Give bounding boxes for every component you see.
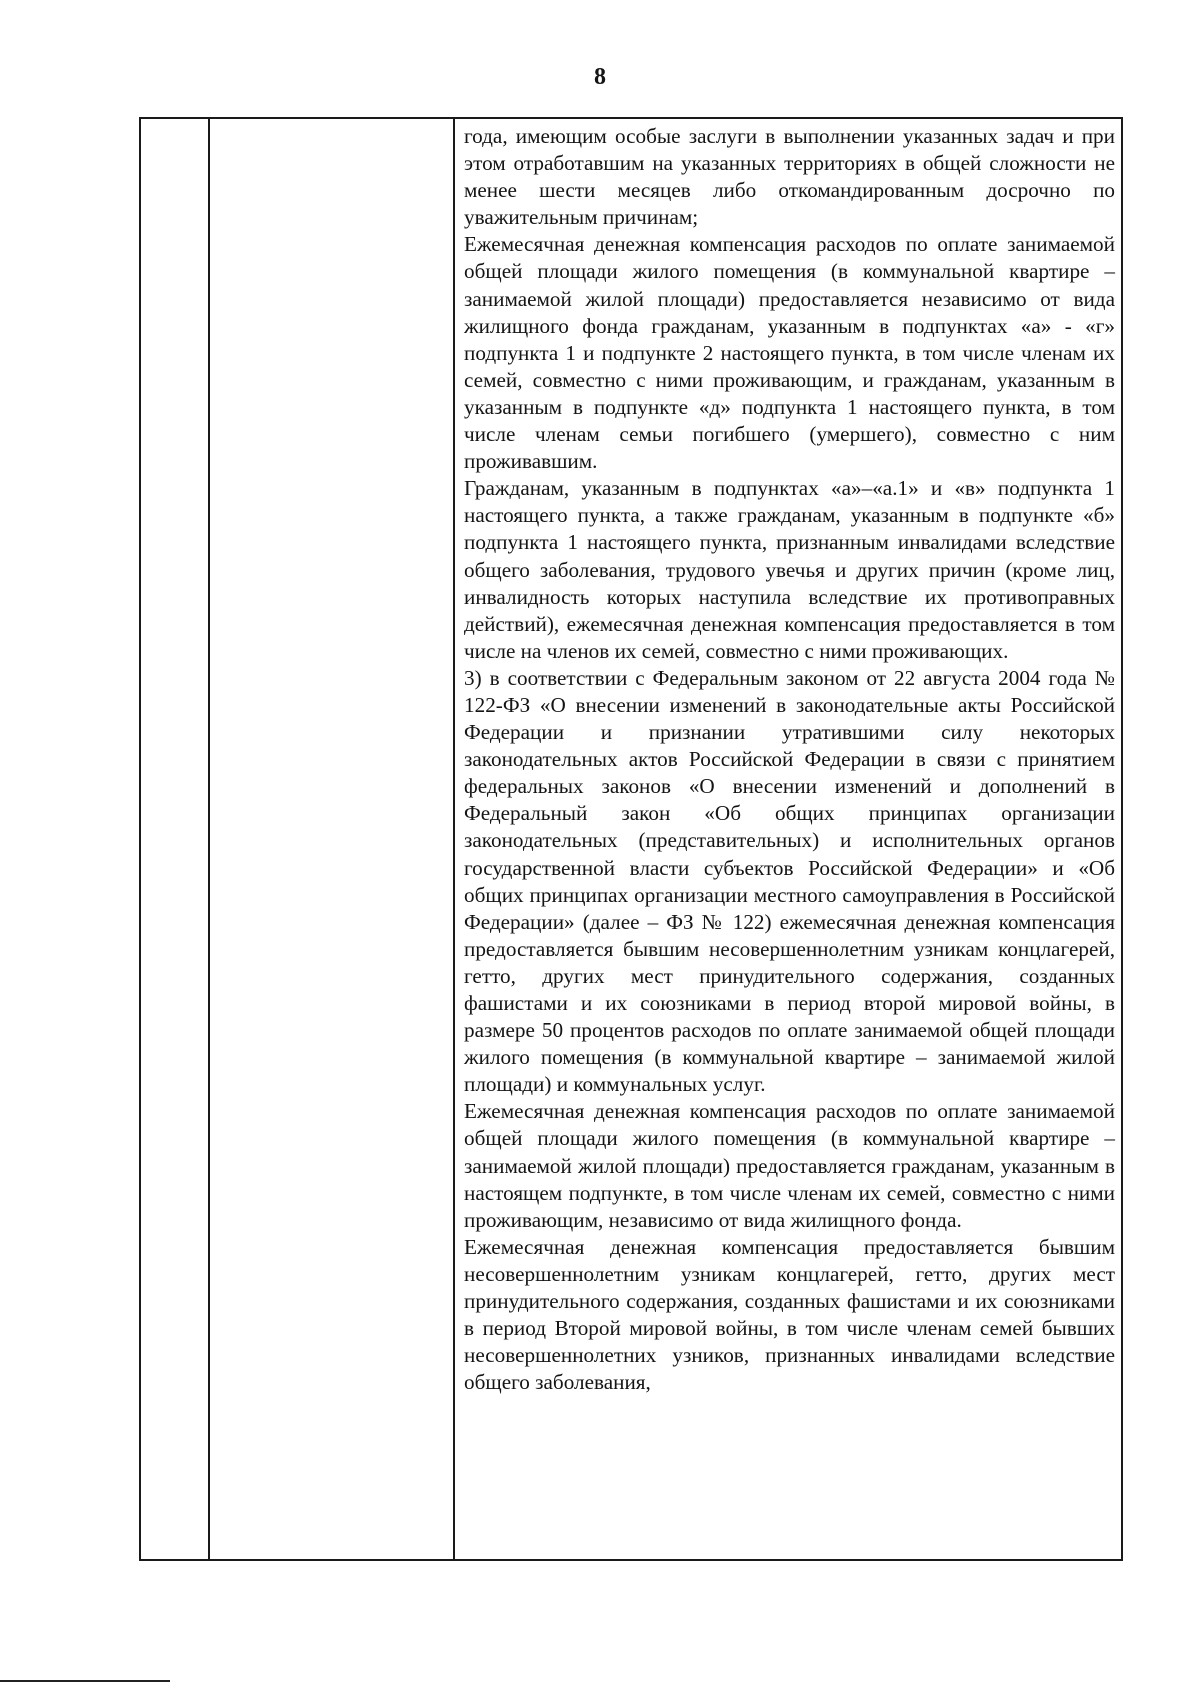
footer-rule xyxy=(0,1680,170,1682)
document-table xyxy=(139,117,1123,1561)
paragraph: Ежемесячная денежная компенсация предоставляется бывшим несовершеннолетним узникам концлагерей, гетто, других мест принудительного содержания, созданных фашистами и их союзниками в период Второй мировой войны, в том числе членам семей бывших несовершеннолетних узников, признанных инвалидами вследствие общего заболевания, xyxy=(464,1234,1115,1395)
paragraph: 3) в соответствии с Федеральным законом от 22 августа 2004 года № 122-ФЗ «О внесении изменений в законодательные акты Российской Федерации и признании утратившими силу некоторых законодательных актов Российской Федерации в связи с принятием федеральных законов «О внесении изменений и дополнений в Федеральный закон «Об общих принципах организации законодательных (представительных) и исполнительных органов государственной власти субъектов Российской Федерации» и «Об общих принципах организации местного самоуправления в Российской Федерации» (далее – ФЗ № 122) ежемесячная денежная компенсация предоставляется бывшим несовершеннолетним узникам концлагерей, гетто, других мест принудительного содержания, созданных фашистами и их союзниками в период второй мировой войны, в размере 50 процентов расходов по оплате занимаемой общей площади жилого помещения (в коммунальной квартире – занимаемой жилой площади) и коммунальных услуг. xyxy=(464,665,1115,1097)
paragraph: Ежемесячная денежная компенсация расходов по оплате занимаемой общей площади жилого помещения (в коммунальной квартире – занимаемой жилой площади) предоставляется независимо от вида жилищного фонда гражданам, указанным в подпунктах «а» - «г» подпункта 1 и подпункте 2 настоящего пункта, в том числе членам их семей, совместно с ними проживающим, и гражданам, указанным в указанным в подпункте «д» подпункта 1 настоящего пункта, в том числе членам семьи погибшего (умершего), совместно с ним проживавшим. xyxy=(464,232,1115,474)
description-text xyxy=(464,123,1115,1396)
paragraph: Гражданам, указанным в подпунктах «а»–«а.1» и «в» подпункта 1 настоящего пункта, а также гражданам, указанным в подпункте «б» подпункта 1 настоящего пункта, признанным инвалидами вследствие общего заболевания, трудового увечья и других причин (кроме лиц, инвалидность которых наступила вследствие их противоправных действий), ежемесячная денежная компенсация предоставляется в том числе на членов их семей, совместно с ними проживающих. xyxy=(464,476,1115,663)
table-row xyxy=(140,118,1122,1560)
description-column-cell xyxy=(454,118,1122,1560)
number-column-cell xyxy=(140,118,209,1560)
category-column-cell xyxy=(209,118,454,1560)
page-number: 8 xyxy=(594,64,606,90)
paragraph: года, имеющим особые заслуги в выполнении указанных задач и при этом отработавшим на указанных территориях в общей сложности не менее шести месяцев либо откомандированным досрочно по уважительным причинам; xyxy=(464,124,1115,230)
paragraph: Ежемесячная денежная компенсация расходов по оплате занимаемой общей площади жилого помещения (в коммунальной квартире – занимаемой жилой площади) предоставляется гражданам, указанным в настоящем подпункте, в том числе членам их семей, совместно с ними проживающим, независимо от вида жилищного фонда. xyxy=(464,1099,1115,1232)
